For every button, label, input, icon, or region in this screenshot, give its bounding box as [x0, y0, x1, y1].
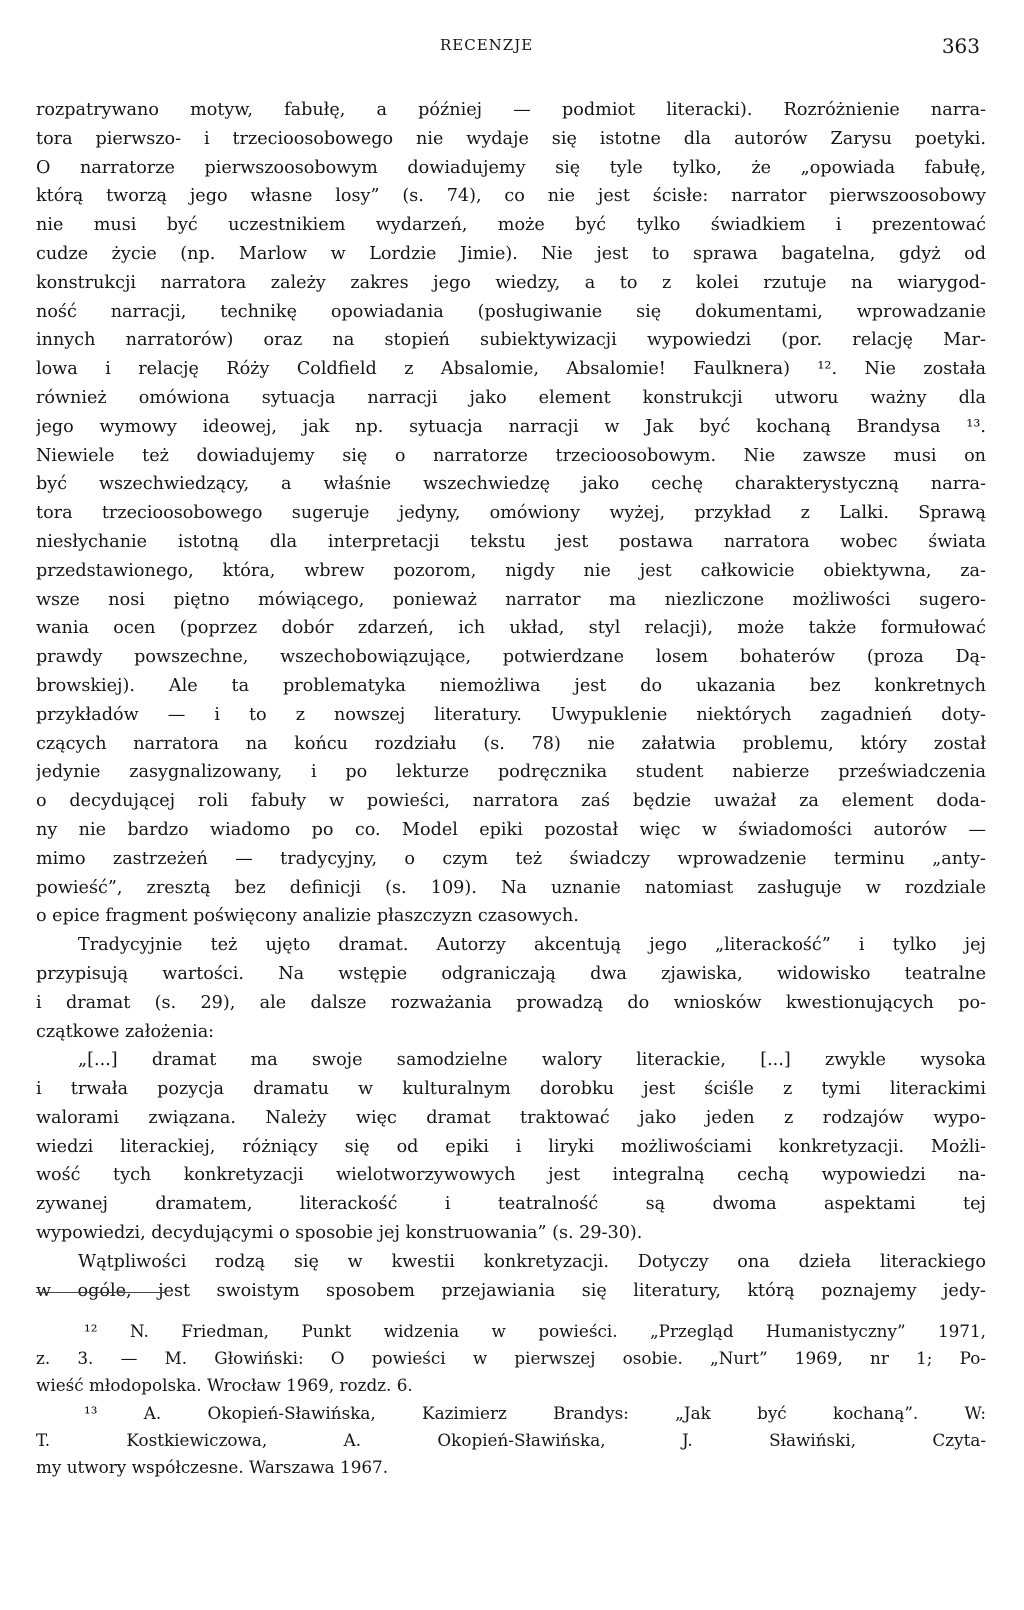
text-line: czących narratora na końcu rozdziału (s. 78) nie załatwia problemu, który został [36, 733, 986, 754]
text-line: jedynie zasygnalizowany, i po lekturze podręcznika student nabierze przeświadczenia [36, 762, 986, 783]
footnotes [36, 1318, 986, 1481]
text-line: Tradycyjnie też ujęto dramat. Autorzy akcentują jego „literackość” i tylko jej [78, 935, 986, 956]
text-line: „[...] dramat ma swoje samodzielne walory literackie, [...] zwykle wysoka [78, 1050, 986, 1071]
text-line: ność narracji, technikę opowiadania (posługiwanie się dokumentami, wprowadzanie [36, 301, 986, 322]
text-line: przypisują wartości. Na wstępie odgraniczają dwa zjawiska, widowisko teatralne [36, 963, 986, 984]
text-line: wiedzi literackiej, różniący się od epiki i liryki możliwościami konkretyzacji. Możli- [36, 1136, 986, 1157]
text-line: przedstawionego, która, wbrew pozorom, nigdy nie jest całkowicie obiektywna, za- [36, 560, 986, 581]
text-line: i trwała pozycja dramatu w kulturalnym dorobku jest ściśle z tymi literackimi [36, 1079, 986, 1100]
footnote-line: wieść młodopolska. Wrocław 1969, rozdz. 6. [36, 1375, 413, 1396]
footnote-line: ¹³ A. Okopień-Sławińska, Kazimierz Brandys: „Jak być kochaną”. W: [84, 1402, 986, 1423]
footnote-line: my utwory współczesne. Warszawa 1967. [36, 1456, 389, 1477]
text-line: innych narratorów) oraz na stopień subiektywizacji wypowiedzi (por. relację Mar- [36, 330, 986, 351]
text-line: O narratorze pierwszoosobowym dowiadujemy się tyle tylko, że „opowiada fabułę, [36, 157, 986, 178]
text-line: wypowiedzi, decydującymi o sposobie jej konstruowania” (s. 29-30). [36, 1223, 643, 1244]
text-line: walorami związana. Należy więc dramat traktować jako jeden z rodzajów wypo- [36, 1107, 986, 1128]
text-line: i dramat (s. 29), ale dalsze rozważania prowadzą do wniosków kwestionujących po- [36, 992, 986, 1013]
text-line: również omówiona sytuacja narracji jako element konstrukcji utworu ważny dla [36, 387, 986, 408]
footnote-line: z. 3. — M. Głowiński: O powieści w pierwszej osobie. „Nurt” 1969, nr 1; Po- [36, 1348, 986, 1369]
text-line: zywanej dramatem, literackość i teatralność są dwoma aspektami tej [36, 1194, 986, 1215]
text-line: niesłychanie istotną dla interpretacji tekstu jest postawa narratora wobec świata [36, 531, 986, 552]
text-line: rozpatrywano motyw, fabułę, a później — podmiot literacki). Rozróżnienie narra- [36, 100, 986, 120]
text-line: wsze nosi piętno mówiącego, ponieważ narrator ma niezliczone możliwości sugero- [36, 589, 986, 610]
text-line: czątkowe założenia: [36, 1021, 215, 1042]
text-line: lowa i relację Róży Coldfield z Absalomie, Absalomie! Faulknera) ¹². Nie została [36, 359, 986, 380]
page-number: 363 [941, 34, 980, 58]
text-line: Niewiele też dowiadujemy się o narratorze trzecioosobowym. Nie zawsze musi on [36, 445, 986, 466]
text-line: być wszechwiedzący, a właśnie wszechwiedzę jako cechę charakterystyczną narra- [36, 474, 986, 495]
text-line: browskiej). Ale ta problematyka niemożliwa jest do ukazania bez konkretnych [36, 675, 986, 696]
footnote-line: T. Kostkiewiczowa, A. Okopień-Sławińska, J. Sławiński, Czyta- [36, 1429, 986, 1450]
text-line: ny nie bardzo wiadomo po co. Model epiki pozostał więc w świadomości autorów — [36, 819, 986, 840]
footnote-line: ¹² N. Friedman, Punkt widzenia w powieści. „Przegląd Humanistyczny” 1971, [84, 1321, 986, 1341]
text-line: cudze życie (np. Marlow w Lordzie Jimie). Nie jest to sprawa bagatelna, gdyż od [36, 243, 986, 264]
footnote-separator [36, 1292, 166, 1293]
running-head: RECENZJE [440, 36, 534, 54]
text-line: tora pierwszo- i trzecioosobowego nie wydaje się istotne dla autorów Zarysu poetyki. [36, 128, 986, 149]
text-line: powieść”, zresztą bez definicji (s. 109). Na uznanie natomiast zasługuje w rozdziale [36, 877, 986, 898]
text-line: którą tworzą jego własne losy” (s. 74), co nie jest ścisłe: narrator pierwszoosobowy [36, 186, 986, 207]
text-line: tora trzecioosobowego sugeruje jedyny, omówiony wyżej, przykład z Lalki. Sprawą [36, 503, 986, 524]
text-line: prawdy powszechne, wszechobowiązujące, potwierdzane losem bohaterów (proza Dą- [36, 647, 986, 668]
text-line: Wątpliwości rodzą się w kwestii konkretyzacji. Dotyczy ona dzieła literackiego [78, 1251, 986, 1272]
text-line: o decydującej roli fabuły w powieści, narratora zaś będzie uważał za element doda- [36, 791, 986, 812]
text-line: w ogóle, jest swoistym sposobem przejawiania się literatury, którą poznajemy jedy- [36, 1280, 986, 1301]
text-line: przykładów — i to z nowszej literatury. Uwypuklenie niektórych zagadnień doty- [36, 704, 986, 725]
text-line: konstrukcji narratora zależy zakres jego wiedzy, a to z kolei rzutuje na wiarygod- [36, 272, 986, 293]
text-line: jego wymowy ideowej, jak np. sytuacja narracji w Jak być kochaną Brandysa ¹³. [36, 416, 986, 437]
text-line: o epice fragment poświęcony analizie płaszczyzn czasowych. [36, 906, 579, 927]
text-line: mimo zastrzeżeń — tradycyjny, o czym też świadczy wprowadzenie terminu „anty- [36, 848, 986, 869]
text-line: wość tych konkretyzacji wielotworzywowych jest integralną cechą wypowiedzi na- [36, 1165, 986, 1186]
body-lines [36, 96, 986, 1305]
body-text [36, 96, 986, 1305]
text-line: wania ocen (poprzez dobór zdarzeń, ich układ, styl relacji), może także formułować [36, 618, 986, 639]
text-line: nie musi być uczestnikiem wydarzeń, może być tylko świadkiem i prezentować [36, 215, 986, 236]
